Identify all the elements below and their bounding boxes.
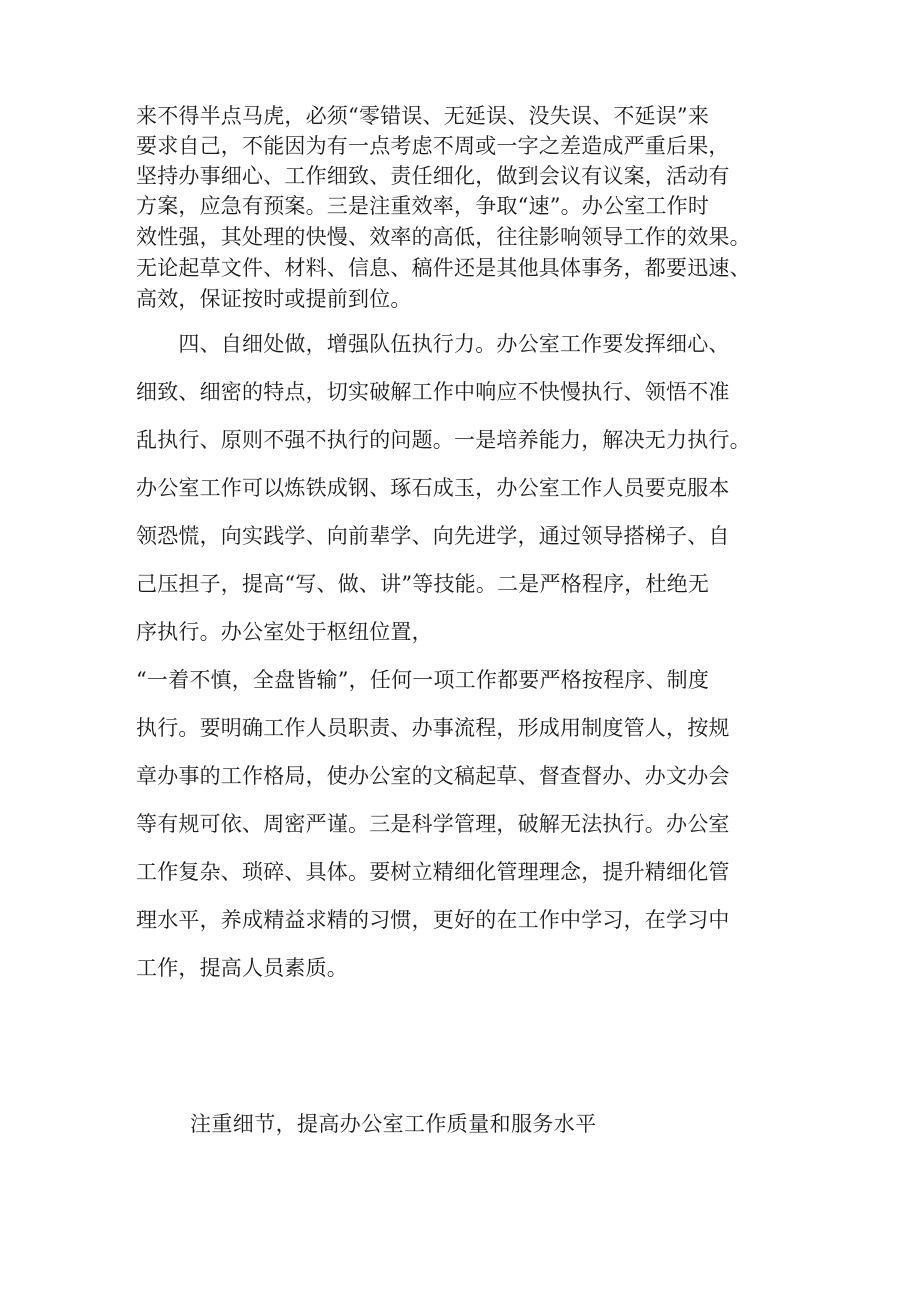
- paragraph-two-line: 四、自细处做，增强队伍执行力。办公室工作要发挥细心、: [136, 332, 730, 356]
- paragraph-two-line: 章办事的工作格局，使办公室的文稿起草、督查督办、办文办会: [136, 764, 730, 788]
- paragraph-one-line: 坚持办事细心、工作细致、责任细化，做到会议有议案，活动有: [136, 164, 730, 188]
- paragraph-two-line: “一着不慎，全盘皆输”，任何一项工作都要严格按程序、制度: [136, 668, 710, 692]
- paragraph-two-line: 理水平，养成精益求精的习惯，更好的在工作中学习，在学习中: [136, 908, 730, 932]
- paragraph-two-line: 工作，提高人员素质。: [136, 956, 348, 980]
- paragraph-two-line: 乱执行、原则不强不执行的问题。一是培养能力，解决无力执行。: [136, 428, 751, 452]
- paragraph-two-line: 工作复杂、琐碎、具体。要树立精细化管理理念，提升精细化管: [136, 860, 730, 884]
- paragraph-one-line: 要求自己，不能因为有一点考虑不周或一字之差造成严重后果，: [136, 134, 730, 158]
- paragraph-one-line: 无论起草文件、材料、信息、稿件还是其他具体事务，都要迅速、: [136, 256, 751, 280]
- next-article-title: 注重细节，提高办公室工作质量和服务水平: [190, 1112, 597, 1136]
- paragraph-two-line: 细致、细密的特点，切实破解工作中响应不快慢执行、领悟不准: [136, 380, 730, 404]
- paragraph-two-line: 执行。要明确工作人员职责、办事流程，形成用制度管人，按规: [136, 716, 730, 740]
- paragraph-two-line: 办公室工作可以炼铁成钢、琢石成玉，办公室工作人员要克服本: [136, 476, 730, 500]
- paragraph-two-line: 领恐慌，向实践学、向前辈学、向先进学，通过领导搭梯子、自: [136, 524, 730, 548]
- paragraph-one-line: 高效，保证按时或提前到位。: [136, 287, 412, 311]
- paragraph-one-line: 方案，应急有预案。三是注重效率，争取“速”。办公室工作时: [136, 194, 710, 218]
- paragraph-one-line: 效性强，其处理的快慢、效率的高低，往往影响领导工作的效果。: [136, 225, 751, 249]
- paragraph-two-line: 等有规可依、周密严谨。三是科学管理，破解无法执行。办公室: [136, 812, 730, 836]
- paragraph-two-line: 己压担子，提高“写、做、讲”等技能。二是严格程序，杜绝无: [136, 572, 710, 596]
- paragraph-two-line: 序执行。办公室处于枢纽位置，: [136, 620, 433, 644]
- paragraph-one-line: 来不得半点马虎，必须“零错误、无延误、没失误、不延误”来: [136, 104, 710, 128]
